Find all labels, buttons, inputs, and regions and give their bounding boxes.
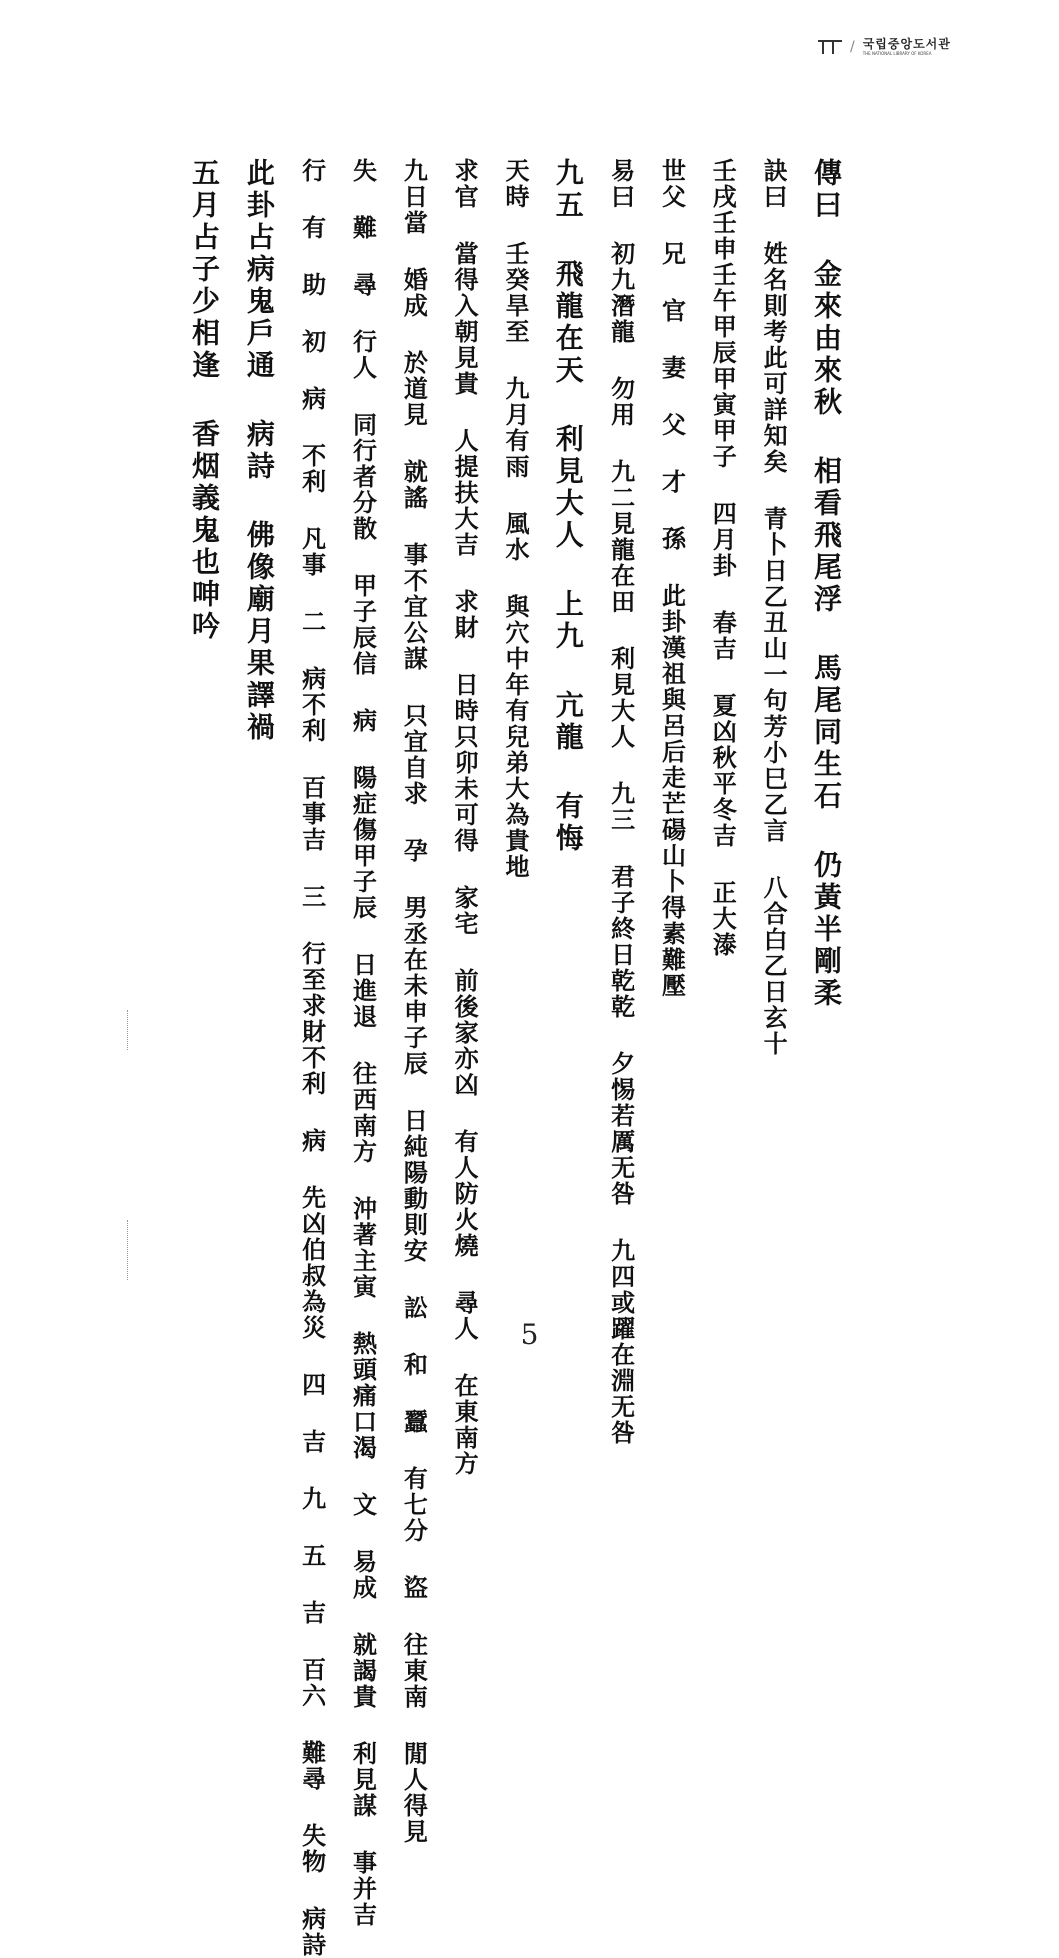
- text-column: 訣曰 姓名則考此可詳知矣 青卜日乙丑山一句芳小巳乙言 八合白乙日玄十: [759, 158, 789, 1057]
- text-column: 九五 飛龍在天 利見大人 上九 亢龍 有悔: [551, 158, 585, 855]
- text-column: 此卦占病鬼戶通 病詩 佛像廟月果譯禍: [242, 158, 276, 744]
- margin-mark: [127, 1220, 130, 1280]
- logo-divider: /: [850, 39, 855, 55]
- text-column: 世父 兄 官 妻 父 才 孫 此卦漢祖與呂后走芒碭山卜得素難壓: [657, 158, 687, 999]
- text-column: 天時 壬癸旱至 九月有雨 風水 與穴中年有兒弟大為貴地: [500, 158, 530, 880]
- text-column: 求官 當得入朝見貴 人提扶大吉 求財 日時只卯未可得 家宅 前後家亦凶 有人防火燒 尋人 在東南方: [450, 158, 480, 1477]
- library-logo: [818, 38, 951, 56]
- text-column: 五月占子少相逢 香烟義鬼也呻吟: [188, 158, 221, 643]
- margin-mark: [127, 1010, 130, 1050]
- text-column: 壬戌壬申壬午甲辰甲寅甲子 四月卦 春吉 夏凶秋平冬吉 正大溙: [708, 158, 738, 958]
- text-column: 易曰 初九潛龍 勿用 九二見龍在田 利見大人 九三 君子終日乾乾 夕惕若厲无咎 九四或躍在淵无咎: [606, 158, 636, 1446]
- library-building-icon: [818, 40, 842, 54]
- text-column: 失 難 尋 行人 同行者分散 甲子辰信 病 陽症傷甲子辰 日進退 往西南方 沖著主寅 熱頭痛口渴 文 易成 就謁貴 利見謀 事并吉: [348, 158, 378, 1928]
- manuscript-text: [188, 158, 843, 1958]
- text-column: 行 有 助 初 病 不利 凡事 二 病不利 百事吉 三 行至求財不利 病 先凶伯叔為災 四 吉 九 五 吉 百六 難尋 失物 病詩: [297, 158, 327, 1958]
- library-name-korean: 국립중앙도서관: [862, 37, 951, 51]
- text-column: 九日當 婚成 於道見 就謠 事不宜公謀 只宜自求 孕 男丞在未申子辰 日純陽動則安 訟 和 蠶 有七分 盜 往東南 閒人得見: [399, 158, 429, 1845]
- library-name-english: THE NATIONAL LIBRARY OF KOREA: [862, 51, 932, 56]
- text-column: 傳曰 金來由來秋 相看飛尾浮 馬尾同生石 仍黃半剛柔: [809, 158, 843, 1010]
- page-number: 5: [520, 1318, 539, 1351]
- library-name: [863, 38, 951, 56]
